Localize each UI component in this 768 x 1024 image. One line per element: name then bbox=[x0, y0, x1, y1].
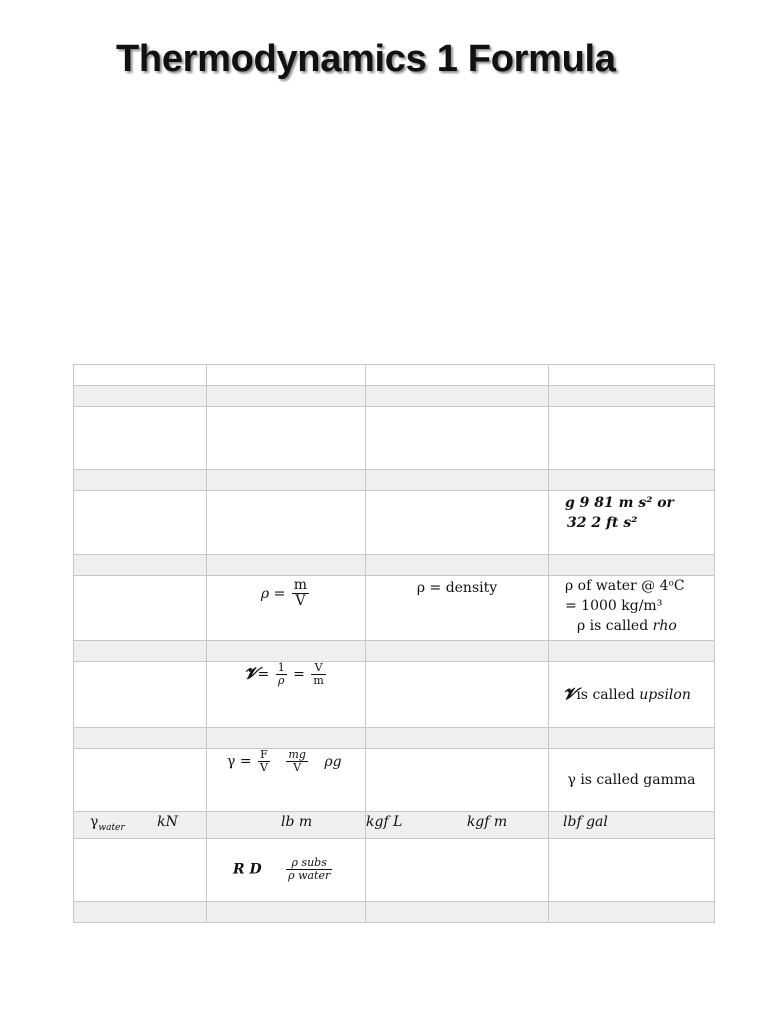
table-cell bbox=[366, 555, 549, 576]
fraction-denominator: ρ bbox=[277, 674, 285, 688]
specific-volume-note-cell bbox=[549, 662, 715, 728]
density-note-cell bbox=[549, 576, 715, 641]
density-note-line2: = 1000 kg/m³ bbox=[565, 598, 663, 614]
table-cell bbox=[74, 470, 207, 491]
table-cell bbox=[74, 555, 207, 576]
gamma-water-cell bbox=[74, 812, 207, 839]
table-cell bbox=[549, 470, 715, 491]
specific-weight-fraction-2 bbox=[286, 749, 307, 774]
table-cell bbox=[74, 365, 207, 386]
table-cell bbox=[366, 662, 549, 728]
table-cell bbox=[549, 641, 715, 662]
fraction-denominator: ρ water bbox=[288, 869, 331, 883]
gamma-water-unit-cell bbox=[366, 812, 549, 839]
gamma-symbol: γ bbox=[90, 814, 99, 830]
fraction-numerator: 1 bbox=[277, 661, 285, 674]
relative-density-row bbox=[74, 838, 715, 901]
unit-lbf-gal: lbf gal bbox=[563, 814, 608, 830]
specific-weight-note: γ is called gamma bbox=[567, 772, 696, 788]
table-cell bbox=[549, 407, 715, 470]
gamma-water-unit-cell bbox=[207, 812, 366, 839]
table-cell bbox=[549, 728, 715, 749]
table-cell bbox=[74, 641, 207, 662]
table-row bbox=[74, 901, 715, 922]
relative-density-fraction bbox=[286, 857, 332, 882]
specific-weight-formula-cell bbox=[207, 749, 366, 812]
table-cell bbox=[74, 901, 207, 922]
table-row bbox=[74, 365, 715, 386]
gamma-subscript: water bbox=[98, 822, 125, 833]
fraction-numerator: F bbox=[258, 749, 270, 762]
unit-kgf-m: kgf m bbox=[466, 814, 508, 830]
table-cell bbox=[366, 407, 549, 470]
density-note-text: ρ is called bbox=[577, 618, 653, 634]
relative-density-lhs: R D bbox=[233, 861, 262, 878]
table-cell bbox=[74, 662, 207, 728]
density-note-line3 bbox=[555, 616, 708, 636]
table-cell bbox=[207, 386, 366, 407]
fraction-denominator: m bbox=[313, 674, 324, 688]
table-cell bbox=[74, 386, 207, 407]
fraction-numerator: mg bbox=[288, 748, 306, 761]
table-row bbox=[74, 728, 715, 749]
unit-kn: kN bbox=[157, 814, 178, 830]
upsilon-symbol: 𝓥 bbox=[563, 684, 577, 703]
table-cell bbox=[74, 491, 207, 555]
upsilon-symbol: 𝓥 bbox=[244, 663, 258, 683]
density-note-line1: ρ of water @ 4ᵒC bbox=[565, 578, 685, 594]
specific-volume-fraction-1 bbox=[276, 662, 287, 687]
table-cell bbox=[207, 491, 366, 555]
unit-lb-m: lb m bbox=[281, 814, 313, 830]
specific-volume-fraction-2 bbox=[311, 662, 325, 687]
page-title: Thermodynamics 1 Formula bbox=[116, 38, 616, 80]
specific-volume-note-upsilon: upsilon bbox=[639, 687, 691, 703]
density-numerator: m bbox=[293, 577, 308, 593]
density-note-rho: rho bbox=[652, 618, 677, 634]
fraction-numerator: ρ subs bbox=[286, 857, 332, 870]
gravity-row bbox=[74, 491, 715, 555]
formula-table bbox=[73, 364, 715, 923]
fraction-denominator: V bbox=[293, 761, 302, 775]
table-cell bbox=[207, 901, 366, 922]
specific-weight-note-cell bbox=[549, 749, 715, 812]
table-cell bbox=[207, 407, 366, 470]
table-cell bbox=[207, 641, 366, 662]
density-denominator: V bbox=[295, 593, 306, 610]
table-cell bbox=[549, 901, 715, 922]
table-cell bbox=[549, 838, 715, 901]
gravity-note-line2: 32 2 ft s² bbox=[567, 515, 638, 531]
table-cell bbox=[74, 749, 207, 812]
table-cell bbox=[207, 365, 366, 386]
fraction-numerator: V bbox=[311, 662, 325, 675]
density-desc: ρ = density bbox=[416, 580, 498, 596]
table-cell bbox=[207, 555, 366, 576]
table-cell bbox=[366, 901, 549, 922]
specific-weight-row bbox=[74, 749, 715, 812]
specific-volume-row bbox=[74, 662, 715, 728]
table-cell bbox=[74, 838, 207, 901]
table-cell bbox=[366, 491, 549, 555]
gamma-lhs: γ = bbox=[227, 753, 252, 770]
specific-weight-fraction-1 bbox=[258, 749, 270, 774]
table-cell bbox=[549, 555, 715, 576]
table-row bbox=[74, 386, 715, 407]
table-cell bbox=[74, 407, 207, 470]
rho-g: ρg bbox=[324, 753, 342, 770]
unit-kgf-l: kgf L bbox=[366, 814, 403, 830]
table-cell bbox=[549, 365, 715, 386]
density-lhs: ρ = bbox=[260, 585, 286, 602]
density-row bbox=[74, 576, 715, 641]
specific-volume-formula-cell bbox=[207, 662, 366, 728]
specific-volume-note bbox=[555, 684, 691, 703]
table-cell bbox=[366, 749, 549, 812]
table-cell bbox=[74, 728, 207, 749]
gamma-water-unit-cell bbox=[549, 812, 715, 839]
table-cell bbox=[366, 365, 549, 386]
density-desc-cell bbox=[366, 576, 549, 641]
fraction-denominator: V bbox=[260, 761, 268, 775]
table-cell bbox=[207, 728, 366, 749]
table-row bbox=[74, 641, 715, 662]
table-cell bbox=[207, 470, 366, 491]
table-cell bbox=[366, 470, 549, 491]
table-row bbox=[74, 407, 715, 470]
equals-sign: = bbox=[293, 666, 305, 683]
gamma-water-row bbox=[74, 812, 715, 839]
gravity-note-line1: g 9 81 m s² or bbox=[565, 495, 674, 511]
table-cell bbox=[366, 838, 549, 901]
relative-density-formula-cell bbox=[207, 838, 366, 901]
table-cell bbox=[366, 728, 549, 749]
density-fraction bbox=[292, 578, 309, 610]
table-cell bbox=[549, 386, 715, 407]
table-row bbox=[74, 470, 715, 491]
gravity-note-cell bbox=[549, 491, 715, 555]
table-cell bbox=[366, 386, 549, 407]
table-row bbox=[74, 555, 715, 576]
density-formula-cell bbox=[207, 576, 366, 641]
specific-volume-note-text: is called bbox=[576, 687, 640, 703]
table-cell bbox=[366, 641, 549, 662]
table-cell bbox=[74, 576, 207, 641]
equals-sign: = bbox=[257, 666, 270, 683]
